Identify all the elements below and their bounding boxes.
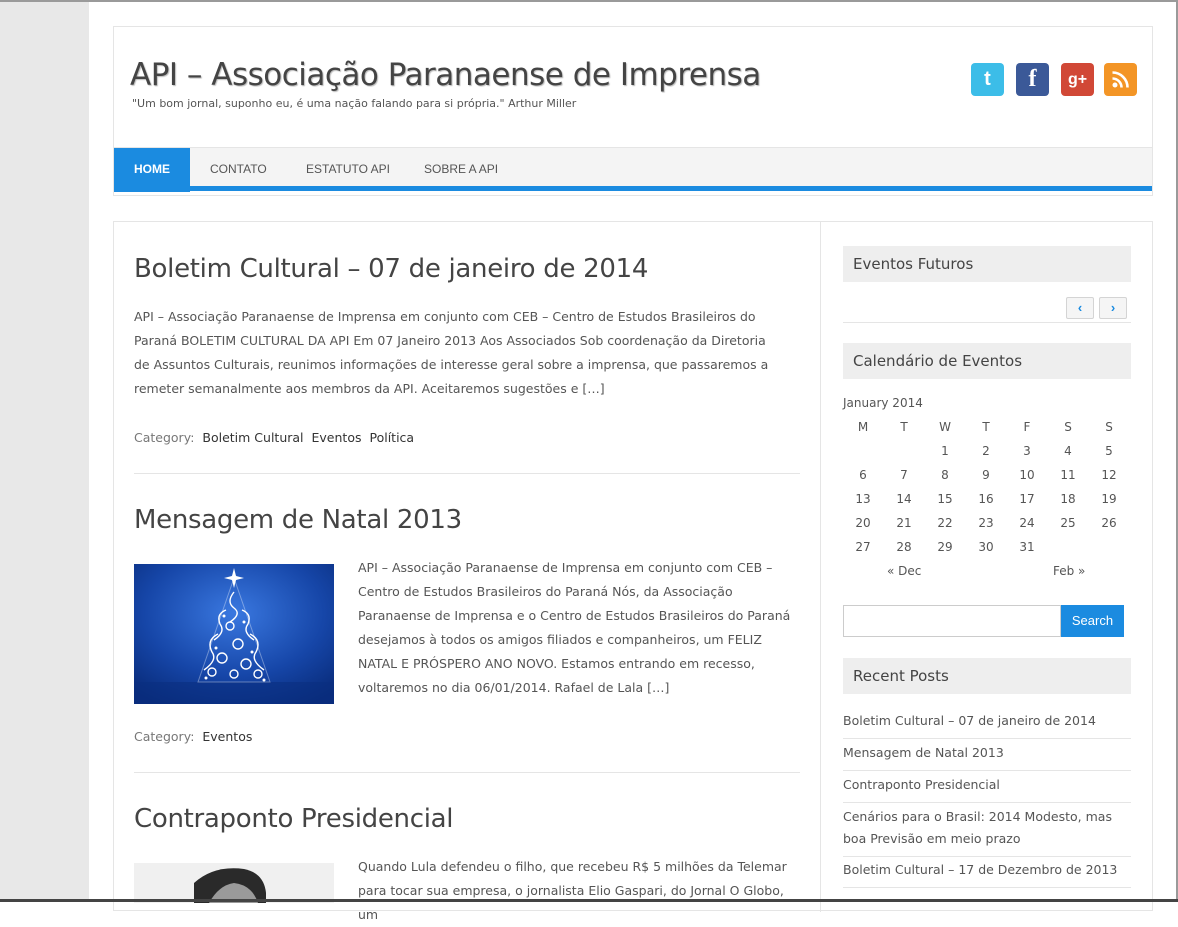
portrait-image: [134, 863, 334, 903]
calendar-day: 27: [855, 540, 871, 554]
calendar-day: 2: [982, 444, 990, 458]
main-content: [113, 221, 1153, 922]
calendar-day: 1: [941, 444, 949, 458]
main-nav: [114, 147, 1152, 191]
chevron-left-icon: ‹: [1077, 300, 1083, 315]
calendar-day: 7: [900, 468, 908, 482]
calendar-weekday: T: [982, 420, 990, 434]
twitter-icon[interactable]: [971, 63, 1004, 96]
category-label: Category:: [134, 729, 195, 744]
calendar-prev-link[interactable]: « Dec: [887, 564, 922, 578]
calendar-day: 26: [1101, 516, 1117, 530]
recent-post-link[interactable]: Cenários para o Brasil: 2014 Modesto, mas boa Previsão em meio prazo: [843, 806, 1131, 857]
calendar-weekday: S: [1064, 420, 1072, 434]
post-excerpt-2: API – Associação Paranaense de Imprensa em conjunto com CEB – Centro de Estudos Brasileiros do Paraná Nós, da Associação Paranaense de Imprensa e o Centro de Estudos Brasileiros do Paraná desejamos à todos os amigos filiados e companheiros, um FELIZ NATAL E PRÓSPERO ANO NOVO. Estamos entrando em recesso, voltaremos no dia 06/01/2014. Rafael de Lala […]: [358, 560, 791, 695]
post-meta-2: [134, 729, 252, 744]
site-title[interactable]: API – Associação Paranaense de Imprensa: [130, 57, 761, 93]
window-bottom-border: [0, 899, 1178, 902]
search-input[interactable]: [843, 605, 1061, 637]
recent-post-link[interactable]: Mensagem de Natal 2013: [843, 742, 1131, 771]
events-prev-button[interactable]: [1066, 297, 1094, 319]
facebook-icon[interactable]: [1016, 63, 1049, 96]
widget-title-eventos-futuros: Eventos Futuros: [843, 246, 1131, 282]
post-title-2[interactable]: Mensagem de Natal 2013: [134, 505, 462, 535]
google-plus-glyph: g+: [1067, 71, 1088, 88]
calendar-next-link[interactable]: Feb »: [1053, 564, 1086, 578]
page-left-margin: [0, 2, 89, 902]
calendar-day: 4: [1064, 444, 1072, 458]
window-top-border: [0, 0, 1178, 2]
calendar-day: 24: [1019, 516, 1035, 530]
post-separator: [134, 772, 800, 773]
calendar-day: 28: [896, 540, 912, 554]
events-next-button[interactable]: [1099, 297, 1127, 319]
calendar-day: 6: [859, 468, 867, 482]
site-header: [113, 26, 1153, 196]
calendar-day: 30: [978, 540, 994, 554]
calendar-day: 31: [1019, 540, 1035, 554]
calendar-day: 21: [896, 516, 912, 530]
post-title-3[interactable]: Contraponto Presidencial: [134, 804, 454, 834]
post-separator: [134, 473, 800, 474]
calendar-day: 22: [937, 516, 953, 530]
site-description: "Um bom jornal, suponho eu, é uma nação falando para si própria." Arthur Miller: [132, 97, 577, 110]
post-excerpt-1: API – Associação Paranaense de Imprensa em conjunto com CEB – Centro de Estudos Brasileiros do Paraná BOLETIM CULTURAL DA API Em 07 Janeiro 2013 Aos Associados Sob coordenação da Diretoria de Assuntos Culturais, reunimos informações de interesse geral sobre a imprensa, que passaremos a remeter semanalmente aos membros da API. Aceitaremos sugestões e […]: [134, 309, 769, 396]
calendar-day: 18: [1060, 492, 1076, 506]
calendar-day: 5: [1105, 444, 1113, 458]
calendar-day: 17: [1019, 492, 1035, 506]
calendar-caption: January 2014: [843, 396, 923, 410]
calendar-day: 12: [1101, 468, 1117, 482]
calendar-day: 8: [941, 468, 949, 482]
category-label: Category:: [134, 430, 195, 445]
category-link[interactable]: Eventos: [202, 729, 253, 744]
calendar-day: 29: [937, 540, 953, 554]
search-button[interactable]: Search: [1061, 605, 1124, 637]
twitter-glyph: t: [984, 68, 991, 90]
rss-glyph: [1104, 63, 1137, 96]
christmas-tree-image: [134, 564, 334, 704]
facebook-glyph: f: [1028, 66, 1037, 92]
calendar-day: 13: [855, 492, 871, 506]
calendar-day: 15: [937, 492, 953, 506]
google-plus-icon[interactable]: [1061, 63, 1094, 96]
chevron-right-icon: ›: [1110, 300, 1116, 315]
calendar-day: 3: [1023, 444, 1031, 458]
calendar-day: 20: [855, 516, 871, 530]
recent-post-link[interactable]: Boletim Cultural – 17 de Dezembro de 2013: [843, 859, 1131, 888]
calendar-weekday: T: [900, 420, 908, 434]
calendar-day: 25: [1060, 516, 1076, 530]
sidebar-divider: [820, 222, 821, 912]
post-excerpt-3: Quando Lula defendeu o filho, que recebeu R$ 5 milhões da Telemar para tocar sua empresa, o jornalista Elio Gaspari, do Jornal O Globo, um: [358, 859, 787, 922]
calendar-day: 10: [1019, 468, 1035, 482]
nav-item-estatuto[interactable]: ESTATUTO API: [306, 162, 391, 176]
widget-separator: [843, 322, 1131, 323]
calendar-day: 19: [1101, 492, 1117, 506]
calendar-weekday: S: [1105, 420, 1113, 434]
calendar-day: 14: [896, 492, 912, 506]
recent-post-link[interactable]: Contraponto Presidencial: [843, 774, 1131, 803]
calendar-weekday: W: [939, 420, 951, 434]
widget-title-recent-posts: Recent Posts: [843, 658, 1131, 694]
category-link[interactable]: Eventos: [311, 430, 362, 445]
post-thumbnail-christmas-tree[interactable]: [134, 564, 334, 704]
post-title-1[interactable]: Boletim Cultural – 07 de janeiro de 2014: [134, 254, 649, 284]
calendar-weekday: F: [1023, 420, 1031, 434]
category-link[interactable]: Boletim Cultural: [202, 430, 304, 445]
category-link[interactable]: Política: [369, 430, 415, 445]
recent-post-link[interactable]: Boletim Cultural – 07 de janeiro de 2014: [843, 710, 1131, 739]
post-thumbnail-portrait[interactable]: [134, 863, 334, 903]
post-meta-1: [134, 430, 414, 445]
nav-item-sobre[interactable]: SOBRE A API: [424, 162, 499, 176]
nav-item-home[interactable]: HOME: [114, 148, 190, 192]
rss-icon[interactable]: [1104, 63, 1137, 96]
calendar-day: 11: [1060, 468, 1076, 482]
widget-title-calendario: Calendário de Eventos: [843, 343, 1131, 379]
calendar-day: 23: [978, 516, 994, 530]
nav-item-contato[interactable]: CONTATO: [210, 162, 267, 176]
calendar-day: 9: [982, 468, 990, 482]
calendar-day: 16: [978, 492, 994, 506]
calendar-weekday: M: [857, 420, 869, 434]
